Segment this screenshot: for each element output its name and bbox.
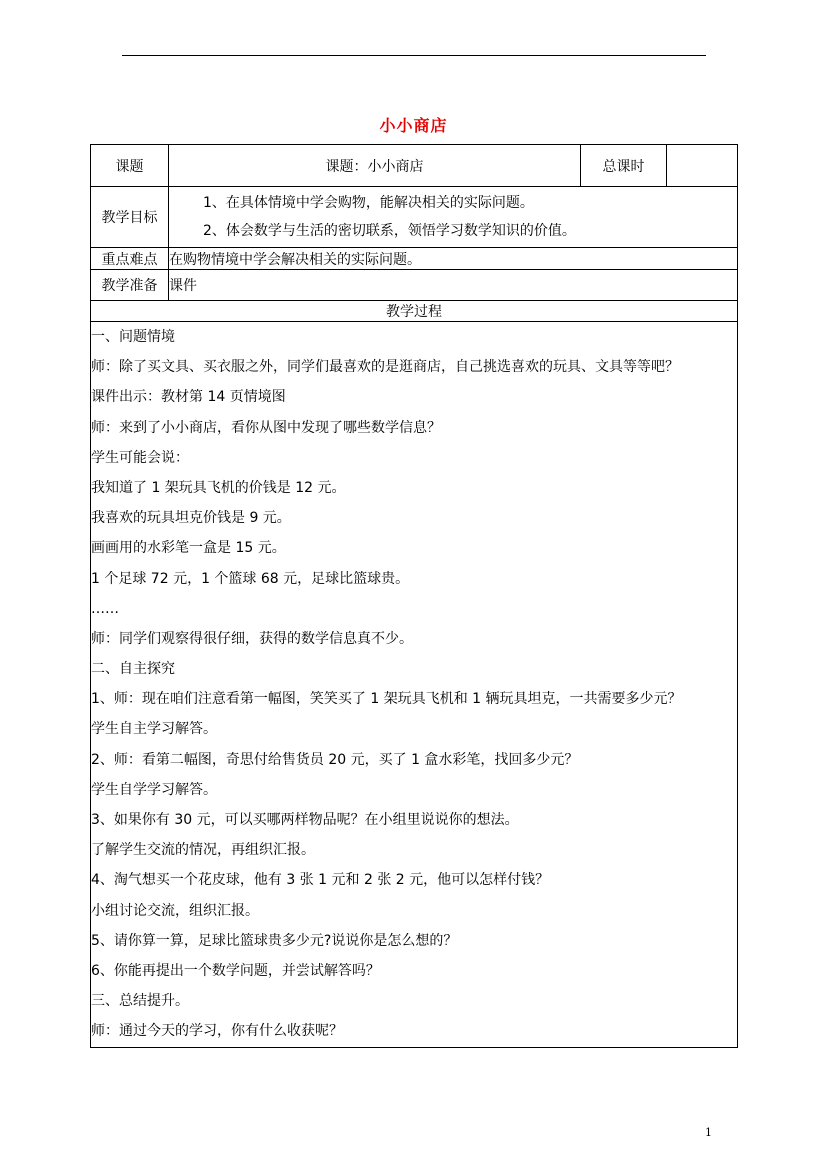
goals-row: [91, 187, 738, 248]
process-line: 3、如果你有 30 元，可以买哪两样物品呢？在小组里说说你的想法。: [91, 812, 519, 828]
process-line: 二、自主探究: [91, 661, 175, 678]
total-hours-value: [667, 145, 738, 187]
goal-item: 2、体会数学与生活的密切联系，领悟学习数学知识的价值。: [203, 223, 576, 239]
process-line: 1、师：现在咱们注意看第一幅图，笑笑买了 1 架玩具飞机和 1 辆玩具坦克，一共需要多少元？: [91, 691, 682, 708]
process-heading-row: [91, 301, 738, 322]
process-line: 我喜欢的玩具坦克价钱是 9 元。: [91, 510, 291, 527]
process-line: 课件出示：教材第 14 页情境图: [91, 389, 286, 406]
process-line: 5、请你算一算，足球比篮球贵多少元?说说你是怎么想的？: [91, 932, 458, 949]
prep-row: [91, 270, 738, 301]
goals-content: [169, 187, 738, 248]
process-line: 师：来到了小小商店，看你从图中发现了哪些数学信息？: [91, 419, 441, 436]
process-line: 三、总结提升。: [91, 993, 189, 1010]
goals-label: 教学目标: [91, 187, 169, 248]
prep-content: 课件: [169, 270, 738, 301]
process-line: 4、淘气想买一个花皮球，他有 3 张 1 元和 2 张 2 元，他可以怎样付钱？: [91, 872, 550, 889]
process-line: 画画用的水彩笔一盒是 15 元。: [91, 540, 286, 557]
process-line: 师：除了买文具、买衣服之外，同学们最喜欢的是逛商店，自己挑选喜欢的玩具、文具等等吧？: [91, 359, 679, 376]
process-line: ……: [91, 600, 119, 617]
process-body: [91, 322, 738, 1048]
topic-content: 课题：小小商店: [169, 145, 581, 187]
process-line: 小组讨论交流，组织汇报。: [91, 902, 259, 919]
goal-item: 1、在具体情境中学会购物，能解决相关的实际问题。: [203, 195, 534, 211]
keypoints-row: [91, 248, 738, 270]
document-title: 小小商店: [379, 116, 448, 135]
process-line: 学生自主学习解答。: [91, 721, 217, 738]
process-line: 我知道了 1 架玩具飞机的价钱是 12 元。: [91, 479, 346, 496]
process-line: 学生可能会说：: [91, 449, 189, 466]
page-number: 1: [705, 1126, 712, 1139]
header-rule: [122, 55, 706, 56]
topic-label: 课题: [91, 145, 169, 187]
prep-label: 教学准备: [91, 270, 169, 301]
keypoints-content: 在购物情境中学会解决相关的实际问题。: [169, 248, 738, 270]
process-line: 师：通过今天的学习，你有什么收获呢？: [91, 1023, 343, 1040]
process-line: 6、你能再提出一个数学问题，并尝试解答吗？: [91, 962, 380, 979]
process-line: 2、师：看第二幅图，奇思付给售货员 20 元，买了 1 盒水彩笔，找回多少元？: [91, 751, 579, 768]
process-heading: 教学过程: [91, 301, 738, 322]
process-row: [91, 322, 738, 1048]
process-line: 学生自学学习解答。: [91, 781, 217, 798]
topic-row: [91, 145, 738, 187]
process-line: 一、问题情境: [91, 329, 175, 345]
process-line: 了解学生交流的情况，再组织汇报。: [91, 842, 315, 859]
lesson-plan-table: [90, 144, 738, 1048]
total-hours-label: 总课时: [581, 145, 667, 187]
process-line: 1 个足球 72 元，1 个篮球 68 元，足球比篮球贵。: [91, 570, 410, 587]
keypoints-label: 重点难点: [91, 248, 169, 270]
process-line: 师：同学们观察得很仔细，获得的数学信息真不少。: [91, 630, 413, 647]
